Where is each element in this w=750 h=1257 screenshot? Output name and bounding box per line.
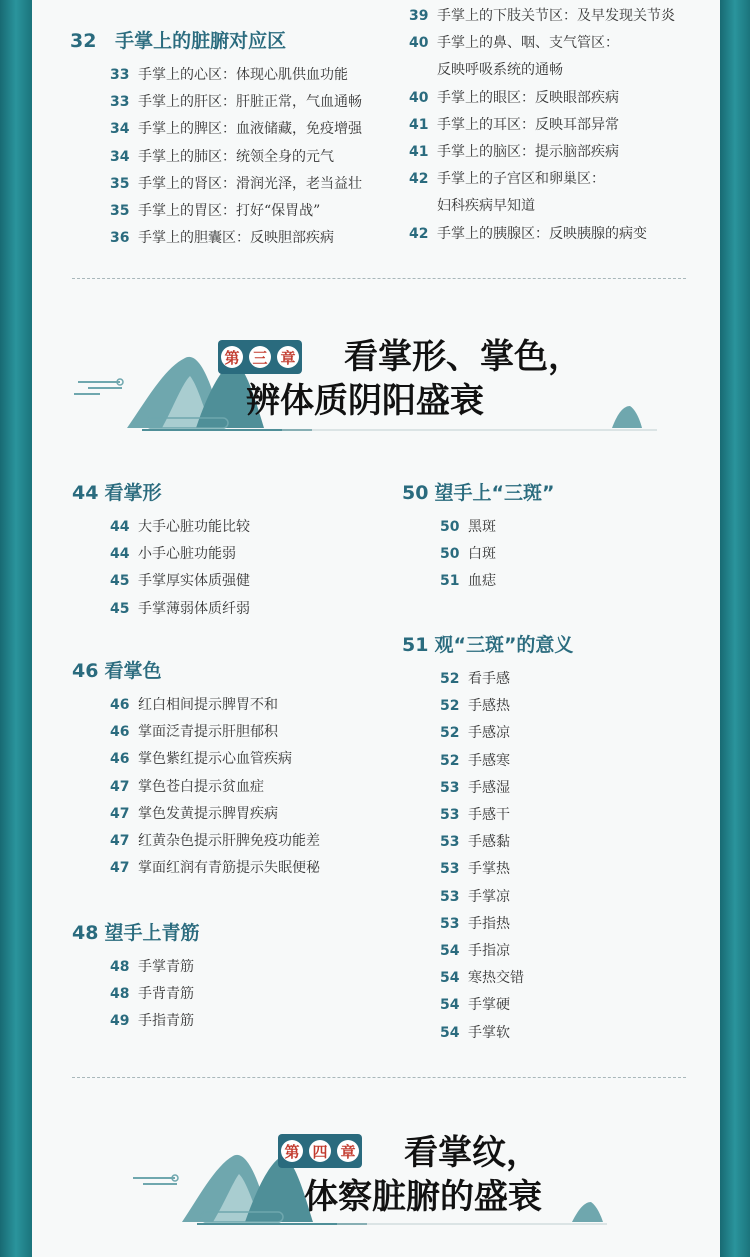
entry-page-number: 54: [440, 997, 460, 1014]
entry-text: 血痣: [468, 573, 496, 590]
toc-entry: [409, 116, 619, 134]
entry-page-number: 34: [110, 148, 130, 165]
entry-page-number: 50: [440, 519, 460, 535]
section-page-number: 51: [402, 634, 429, 656]
entry-page-number: 53: [440, 915, 460, 932]
entry-page-number: 46: [110, 697, 130, 713]
section-title: [72, 656, 161, 683]
section-title-text: 望手上青筋: [104, 922, 200, 944]
section-page-number: 50: [402, 482, 429, 504]
toc-entry: [440, 806, 510, 824]
entry-text: 手掌厚实体质强健: [138, 573, 250, 590]
section-title-text: 看掌形: [104, 482, 162, 504]
entry-page-number: 52: [440, 725, 460, 742]
toc-entry: [110, 518, 250, 536]
chapter-4-title-line1: 看掌纹，: [404, 1133, 540, 1173]
entry-text: 手感寒: [468, 752, 510, 769]
entry-page-number: 46: [110, 751, 130, 768]
entry-page-number: 45: [110, 573, 130, 590]
entry-page-number: 54: [440, 970, 460, 987]
entry-page-number: 53: [440, 807, 460, 823]
toc-entry: [110, 859, 320, 877]
toc-entry: [409, 225, 647, 243]
toc-entry: [110, 958, 194, 976]
entry-text: 手感湿: [468, 779, 510, 796]
section-title: [402, 478, 554, 505]
chapter-3-title-line2: 辨体质阴阳盛衰: [246, 381, 484, 421]
entry-page-number: 33: [110, 67, 130, 83]
toc-entry: [440, 670, 510, 688]
entry-text: 手感干: [468, 807, 510, 823]
entry-text: 手掌上的脑区：提示脑部疾病: [437, 144, 619, 160]
entry-page-number: 47: [110, 833, 130, 849]
entry-text: 反映呼吸系统的通畅: [437, 62, 563, 79]
toc-entry: [440, 572, 496, 590]
entry-page-number: 52: [440, 698, 460, 715]
entry-text: 手指青筋: [138, 1013, 194, 1030]
toc-entry: [110, 778, 264, 796]
section-title-text: 望手上“三斑”: [434, 482, 555, 504]
toc-entry: [440, 942, 510, 960]
entry-text: 寒热交错: [468, 970, 524, 987]
dashed-divider-2: [72, 1077, 686, 1078]
toc-entry: [440, 779, 510, 797]
entry-page-number: 53: [440, 779, 460, 796]
entry-text: 手感热: [468, 698, 510, 715]
entry-page-number: 54: [440, 943, 460, 959]
section-page-number: 46: [72, 660, 99, 682]
entry-text: 手掌凉: [468, 888, 510, 905]
entry-text: 手掌青筋: [138, 959, 194, 975]
entry-page-number: 51: [440, 573, 460, 590]
entry-page-number: 50: [440, 546, 460, 563]
toc-page: [32, 0, 720, 1257]
toc-entry: [440, 752, 510, 770]
entry-page-number: 48: [110, 959, 130, 975]
entry-text: 手掌上的胆囊区：反映胆部疾病: [138, 230, 334, 247]
toc-entry: [409, 89, 619, 107]
toc-entry: [110, 600, 250, 618]
section-page-number: 32: [70, 30, 97, 52]
entry-text: 掌色发黄提示脾胃疾病: [138, 805, 278, 822]
entry-page-number: 35: [110, 203, 130, 219]
entry-text: 手指热: [468, 915, 510, 932]
chapter-3-title-line1: 看掌形、掌色，: [344, 337, 582, 377]
badge-char: 四: [309, 1140, 331, 1162]
entry-page-number: 54: [440, 1024, 460, 1041]
entry-text: 看手感: [468, 671, 510, 687]
badge-char: 章: [337, 1140, 359, 1162]
toc-entry: [110, 120, 362, 138]
entry-page-number: 41: [409, 144, 429, 160]
entry-page-number: 42: [409, 171, 429, 188]
badge-char: 第: [281, 1140, 303, 1162]
entry-page-number: 47: [110, 805, 130, 822]
toc-entry: [110, 175, 362, 193]
entry-text: 黑斑: [468, 519, 496, 535]
entry-page-number: 41: [409, 116, 429, 133]
section-title-organ-zones: [70, 26, 286, 53]
toc-entry: [110, 545, 236, 563]
entry-text: 手掌上的心区：体现心肌供血功能: [138, 67, 348, 83]
toc-entry: [110, 750, 292, 768]
entry-text: 妇科疾病早知道: [437, 198, 535, 215]
entry-text: 手指凉: [468, 943, 510, 959]
entry-page-number: 40: [409, 35, 429, 52]
entry-text: 掌面泛青提示肝胆郁积: [138, 724, 278, 741]
chapter-4-title-line2: 体察脏腑的盛衰: [304, 1177, 542, 1217]
section-title-text: 手掌上的脏腑对应区: [115, 30, 287, 52]
toc-entry: [110, 229, 334, 247]
entry-text: 手感凉: [468, 725, 510, 742]
toc-entry: [110, 93, 362, 111]
entry-page-number: 42: [409, 225, 429, 242]
entry-page-number: 44: [110, 519, 130, 535]
entry-page-number: 52: [440, 752, 460, 769]
entry-text: 手掌上的脾区：血液储藏，免疫增强: [138, 121, 362, 138]
entry-page-number: 53: [440, 861, 460, 878]
toc-entry: [409, 143, 619, 161]
entry-text: 手掌硬: [468, 997, 510, 1014]
section-title: [72, 918, 199, 945]
entry-text: 手掌上的肺区：统领全身的元气: [138, 148, 334, 165]
entry-text: 红黄杂色提示肝脾免疫功能差: [138, 833, 320, 849]
section-title: [402, 630, 573, 657]
entry-page-number: 39: [409, 8, 429, 24]
section-page-number: 44: [72, 482, 99, 504]
badge-char: 第: [221, 346, 243, 368]
toc-entry: [440, 860, 510, 878]
toc-entry: [409, 170, 605, 188]
toc-entry: [409, 197, 535, 215]
entry-page-number: 44: [110, 546, 130, 563]
entry-page-number: 53: [440, 888, 460, 905]
chapter-3-badge: [218, 340, 302, 374]
badge-char: 三: [249, 346, 271, 368]
toc-entry: [110, 723, 278, 741]
entry-page-number: 45: [110, 600, 130, 617]
toc-entry: [110, 832, 320, 850]
entry-text: 大手心脏功能比较: [138, 519, 250, 535]
section-title-text: 看掌色: [104, 660, 162, 682]
toc-entry: [440, 833, 510, 851]
entry-text: 红白相间提示脾胃不和: [138, 697, 278, 713]
entry-text: 手掌上的下肢关节区：及早发现关节炎: [437, 8, 675, 24]
entry-page-number: 53: [440, 834, 460, 851]
entry-page-number: 47: [110, 778, 130, 795]
entry-page-number: 47: [110, 860, 130, 877]
chapter-4-badge: [278, 1134, 362, 1168]
entry-page-number: 46: [110, 724, 130, 741]
toc-entry: [440, 888, 510, 906]
toc-entry: [110, 572, 250, 590]
entry-text: 手掌上的胃区：打好“保胃战”: [138, 203, 321, 219]
toc-entry: [110, 66, 348, 84]
section-page-number: 48: [72, 922, 99, 944]
toc-entry: [440, 518, 496, 536]
entry-text: 白斑: [468, 546, 496, 563]
entry-text: 手感黏: [468, 834, 510, 851]
entry-text: 手掌上的胰腺区：反映胰腺的病变: [437, 225, 647, 242]
toc-entry: [409, 7, 675, 25]
toc-entry: [440, 915, 510, 933]
entry-text: 手掌薄弱体质纤弱: [138, 600, 250, 617]
toc-entry: [440, 724, 510, 742]
toc-entry: [440, 969, 524, 987]
entry-text: 手掌上的子宫区和卵巢区：: [437, 171, 605, 188]
entry-text: 掌面红润有青筋提示失眠便秘: [138, 860, 320, 877]
entry-text: 手掌热: [468, 861, 510, 878]
entry-text: 手掌上的肝区：肝脏正常，气血通畅: [138, 94, 362, 111]
entry-page-number: 48: [110, 986, 130, 1003]
entry-text: 手掌上的眼区：反映眼部疾病: [437, 89, 619, 106]
entry-page-number: 33: [110, 94, 130, 111]
entry-text: 手掌上的肾区：滑润光泽，老当益壮: [138, 175, 362, 192]
entry-page-number: 52: [440, 671, 460, 687]
toc-entry: [409, 61, 563, 79]
toc-entry: [440, 545, 496, 563]
toc-entry: [440, 1024, 510, 1042]
section-title-text: 观“三斑”的意义: [434, 634, 574, 656]
toc-entry: [110, 805, 278, 823]
toc-entry: [110, 202, 320, 220]
entry-text: 掌色苍白提示贫血症: [138, 778, 264, 795]
entry-text: 掌色紫红提示心血管疾病: [138, 751, 292, 768]
badge-char: 章: [277, 346, 299, 368]
entry-text: 手掌上的耳区：反映耳部异常: [437, 116, 619, 133]
entry-text: 手背青筋: [138, 986, 194, 1003]
toc-entry: [110, 148, 334, 166]
entry-page-number: 36: [110, 230, 130, 247]
entry-text: 手掌上的鼻、咽、支气管区：: [437, 35, 619, 52]
entry-page-number: 35: [110, 175, 130, 192]
toc-entry: [440, 996, 510, 1014]
toc-entry: [110, 1012, 194, 1030]
entry-text: 手掌软: [468, 1024, 510, 1041]
toc-entry: [110, 985, 194, 1003]
entry-page-number: 49: [110, 1013, 130, 1030]
toc-entry: [440, 697, 510, 715]
entry-text: 小手心脏功能弱: [138, 546, 236, 563]
toc-entry: [110, 696, 278, 714]
toc-entry: [409, 34, 619, 52]
left-frame: [0, 0, 32, 1257]
entry-page-number: 40: [409, 89, 429, 106]
dashed-divider-1: [72, 278, 686, 279]
section-title: [72, 478, 161, 505]
right-frame: [720, 0, 750, 1257]
entry-page-number: 34: [110, 121, 130, 138]
